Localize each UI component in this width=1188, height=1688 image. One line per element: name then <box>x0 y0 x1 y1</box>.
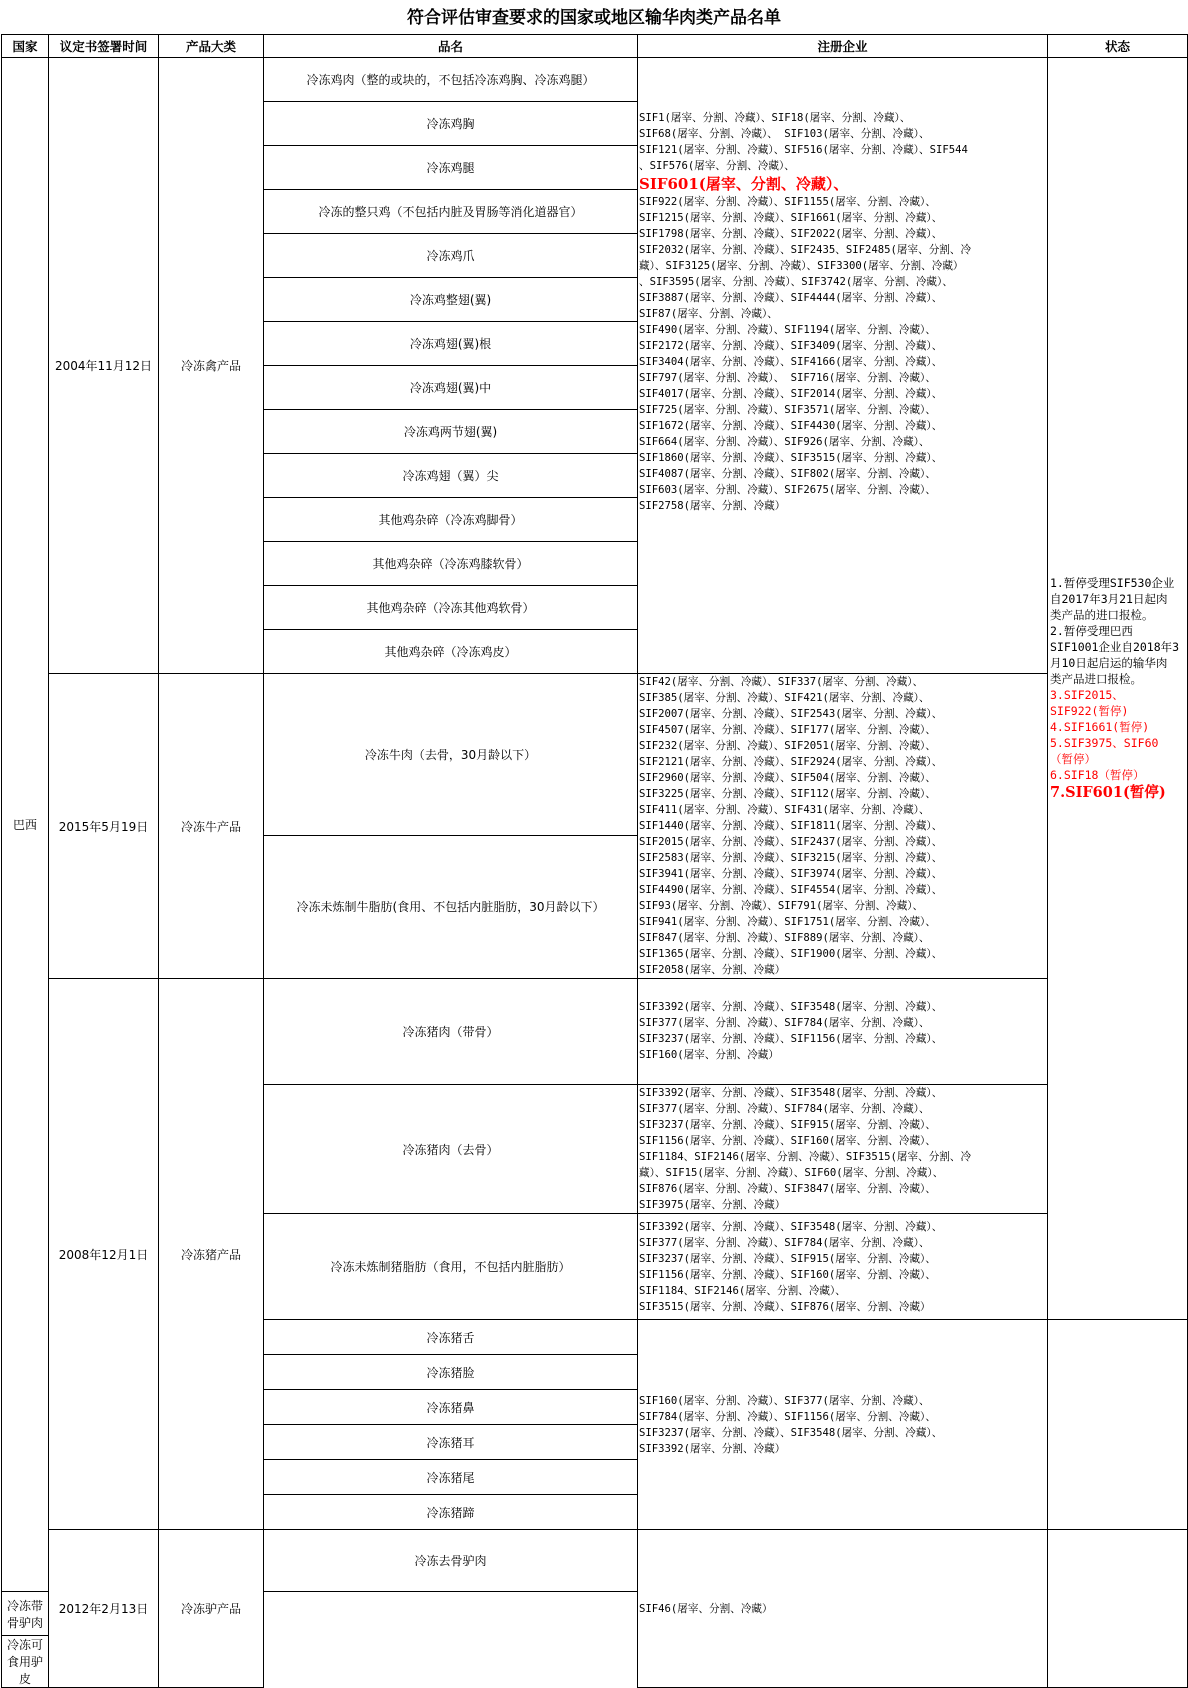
table-row <box>2 58 1188 102</box>
category-cell: 冷冻禽产品 <box>159 58 264 674</box>
enterprise-line: SIF2007(屠宰、分割、冷藏）、SIF2543(屠宰、分割、冷藏）、 <box>639 708 943 720</box>
enterprise-line: SIF847(屠宰、分割、冷藏）、SIF889(屠宰、分割、冷藏）、 <box>639 932 930 944</box>
enterprise-line: SIF377(屠宰、分割、冷藏）、SIF784(屠宰、分割、冷藏）、 <box>639 1103 930 1115</box>
product-cell: 冷冻鸡翅(翼)中 <box>264 366 638 410</box>
enterprise-line: SIF3237(屠宰、分割、冷藏）、SIF915(屠宰、分割、冷藏）、 <box>639 1119 936 1131</box>
enterprise-line: SIF4017(屠宰、分割、冷藏）、SIF2014(屠宰、分割、冷藏）、 <box>639 387 943 400</box>
product-cell: 其他鸡杂碎（冷冻其他鸡软骨） <box>264 586 638 630</box>
enterprise-line: SIF1365(屠宰、分割、冷藏）、SIF1900(屠宰、分割、冷藏）、 <box>639 948 943 960</box>
enterprise-line: SIF2172(屠宰、分割、冷藏）、SIF3409(屠宰、分割、冷藏）、 <box>639 339 943 352</box>
enterprise-line: SIF2758(屠宰、分割、冷藏） <box>639 499 786 512</box>
enterprise-line: SIF2960(屠宰、分割、冷藏）、SIF504(屠宰、分割、冷藏）、 <box>639 772 936 784</box>
enterprise-line: SIF3225(屠宰、分割、冷藏）、SIF112(屠宰、分割、冷藏）、 <box>639 788 936 800</box>
enterprise-line: SIF4087(屠宰、分割、冷藏）、SIF802(屠宰、分割、冷藏）、 <box>639 467 936 480</box>
enterprise-line: SIF3887(屠宰、分割、冷藏）、SIF4444(屠宰、分割、冷藏）、 <box>639 291 943 304</box>
enterprise-line: SIF3941(屠宰、分割、冷藏）、SIF3974(屠宰、分割、冷藏）、 <box>639 868 943 880</box>
enterprise-line: SIF3392(屠宰、分割、冷藏）、SIF3548(屠宰、分割、冷藏）、 <box>639 1220 943 1233</box>
product-cell: 冷冻猪耳 <box>264 1425 638 1460</box>
enterprise-line: SIF2121(屠宰、分割、冷藏）、SIF2924(屠宰、分割、冷藏）、 <box>639 756 943 768</box>
enterprise-line: SIF377(屠宰、分割、冷藏）、SIF784(屠宰、分割、冷藏）、 <box>639 1236 930 1249</box>
enterprise-line: SIF385(屠宰、分割、冷藏）、SIF421(屠宰、分割、冷藏）、 <box>639 692 930 704</box>
enterprise-line: SIF232(屠宰、分割、冷藏）、SIF2051(屠宰、分割、冷藏）、 <box>639 740 936 752</box>
enterprise-line: SIF4490(屠宰、分割、冷藏）、SIF4554(屠宰、分割、冷藏）、 <box>639 884 943 896</box>
product-cell: 冷冻猪肉（去骨） <box>264 1085 638 1214</box>
enterprise-cell-beef <box>638 674 1048 979</box>
status-note: 月10日起启运的输华肉 <box>1050 655 1168 670</box>
date-cell: 2004年11月12日 <box>49 58 159 674</box>
enterprise-line: SIF784(屠宰、分割、冷藏）、SIF1156(屠宰、分割、冷藏）、 <box>639 1410 936 1423</box>
enterprise-line: 藏）、SIF15(屠宰、分割、冷藏）、SIF60(屠宰、分割、冷藏）、 <box>639 1167 944 1179</box>
table-row <box>2 1530 1188 1592</box>
enterprise-cell-pork-fat <box>638 1214 1048 1320</box>
product-cell: 冷冻未炼制猪脂肪（食用，不包括内脏脂肪） <box>264 1214 638 1320</box>
header-status: 状态 <box>1048 35 1188 58</box>
enterprise-line: 、SIF3595(屠宰、分割、冷藏）、SIF3742(屠宰、分割、冷藏）、 <box>639 275 953 288</box>
enterprise-line: SIF1(屠宰、分割、冷藏）、SIF18(屠宰、分割、冷藏）、 <box>639 111 911 124</box>
product-cell: 其他鸡杂碎（冷冻鸡脚骨） <box>264 498 638 542</box>
enterprise-line: SIF3392(屠宰、分割、冷藏）、SIF3548(屠宰、分割、冷藏）、 <box>639 1087 943 1099</box>
enterprise-line: SIF87(屠宰、分割、冷藏）、 <box>639 307 778 320</box>
date-cell: 2008年12月1日 <box>49 979 159 1530</box>
category-cell: 冷冻猪产品 <box>159 979 264 1530</box>
enterprise-line: 藏）、SIF3125(屠宰、分割、冷藏）、SIF3300(屠宰、分割、冷藏） <box>639 259 964 272</box>
product-cell: 冷冻的整只鸡（不包括内脏及胃肠等消化道器官） <box>264 190 638 234</box>
status-cell <box>1048 58 1188 1320</box>
header-country: 国家 <box>2 35 49 58</box>
status-note: 类产品的进口报检。 <box>1050 607 1154 622</box>
enterprise-line: SIF2015(屠宰、分割、冷藏）、SIF2437(屠宰、分割、冷藏）、 <box>639 836 943 848</box>
enterprise-line: SIF3975(屠宰、分割、冷藏） <box>639 1199 786 1211</box>
enterprise-line: SIF603(屠宰、分割、冷藏）、SIF2675(屠宰、分割、冷藏）、 <box>639 483 936 496</box>
status-note: 3.SIF2015、 <box>1050 687 1124 702</box>
status-note: 1.暂停受理SIF530企业 <box>1050 575 1175 590</box>
product-cell: 冷冻猪蹄 <box>264 1495 638 1530</box>
status-note: 自2017年3月21日起肉 <box>1050 591 1168 606</box>
product-cell: 冷冻去骨驴肉 <box>264 1530 638 1592</box>
date-cell: 2012年2月13日 <box>49 1530 159 1688</box>
enterprise-line: SIF922(屠宰、分割、冷藏）、SIF1155(屠宰、分割、冷藏）、 <box>639 195 936 208</box>
enterprise-line: SIF160(屠宰、分割、冷藏） <box>639 1049 779 1061</box>
enterprise-line: SIF3392(屠宰、分割、冷藏） <box>639 1442 786 1455</box>
enterprise-line: SIF121(屠宰、分割、冷藏）、SIF516(屠宰、分割、冷藏）、SIF544 <box>639 143 968 156</box>
product-cell: 其他鸡杂碎（冷冻鸡皮） <box>264 630 638 674</box>
enterprise-line: SIF1156(屠宰、分割、冷藏）、SIF160(屠宰、分割、冷藏）、 <box>639 1135 936 1147</box>
enterprise-line: SIF1184、SIF2146(屠宰、分割、冷藏）、 <box>639 1284 846 1297</box>
header-enterprise: 注册企业 <box>638 35 1048 58</box>
product-cell: 冷冻鸡整翅(翼) <box>264 278 638 322</box>
enterprise-line: SIF2058(屠宰、分割、冷藏） <box>639 964 786 976</box>
enterprise-line: SIF2583(屠宰、分割、冷藏）、SIF3215(屠宰、分割、冷藏）、 <box>639 852 943 864</box>
table-row <box>2 674 1188 836</box>
enterprise-line: SIF1860(屠宰、分割、冷藏）、SIF3515(屠宰、分割、冷藏）、 <box>639 451 943 464</box>
product-cell: 冷冻可食用驴皮 <box>2 1636 49 1688</box>
product-cell: 冷冻鸡翅(翼)根 <box>264 322 638 366</box>
product-cell: 冷冻鸡胸 <box>264 102 638 146</box>
header-product: 品名 <box>264 35 638 58</box>
enterprise-line: SIF3237(屠宰、分割、冷藏）、SIF915(屠宰、分割、冷藏）、 <box>639 1252 936 1265</box>
enterprise-cell-donkey <box>638 1530 1048 1688</box>
country-cell: 巴西 <box>2 58 49 1592</box>
status-note: 2.暂停受理巴西 <box>1050 623 1133 638</box>
product-cell: 冷冻未炼制牛脂肪(食用、不包括内脏脂肪，30月龄以下） <box>264 835 638 978</box>
enterprise-cell-pork-boneless <box>638 1085 1048 1214</box>
enterprise-line: SIF3237(屠宰、分割、冷藏）、SIF1156(屠宰、分割、冷藏）、 <box>639 1033 943 1045</box>
status-cell-empty <box>1048 1320 1188 1530</box>
product-cell: 冷冻猪鼻 <box>264 1390 638 1425</box>
enterprise-cell-pork-offal <box>638 1320 1048 1530</box>
enterprise-line: SIF4507(屠宰、分割、冷藏）、SIF177(屠宰、分割、冷藏）、 <box>639 724 936 736</box>
enterprise-line: SIF3404(屠宰、分割、冷藏）、SIF4166(屠宰、分割、冷藏）、 <box>639 355 943 368</box>
product-cell: 冷冻带骨驴肉 <box>2 1592 49 1636</box>
enterprise-line: SIF876(屠宰、分割、冷藏）、SIF3847(屠宰、分割、冷藏）、 <box>639 1183 936 1195</box>
product-cell: 冷冻猪舌 <box>264 1320 638 1355</box>
category-cell: 冷冻牛产品 <box>159 674 264 979</box>
product-cell: 冷冻鸡肉（整的或块的，不包括冷冻鸡胸、冷冻鸡腿） <box>264 58 638 102</box>
header-date: 议定书签署时间 <box>49 35 159 58</box>
status-note: （暂停） <box>1050 751 1096 766</box>
status-note: 6.SIF18（暂停） <box>1050 767 1145 782</box>
enterprise-line: SIF46(屠宰、分割、冷藏） <box>639 1602 773 1615</box>
enterprise-line: SIF93(屠宰、分割、冷藏）、SIF791(屠宰、分割、冷藏）、 <box>639 900 924 912</box>
enterprise-line: SIF664(屠宰、分割、冷藏）、SIF926(屠宰、分割、冷藏）、 <box>639 435 930 448</box>
enterprise-line: SIF3237(屠宰、分割、冷藏）、SIF3548(屠宰、分割、冷藏）、 <box>639 1426 943 1439</box>
status-note: 5.SIF3975、SIF60 <box>1050 735 1159 750</box>
enterprise-line: SIF42(屠宰、分割、冷藏）、SIF337(屠宰、分割、冷藏）、 <box>639 676 924 688</box>
enterprise-line: SIF1184、SIF2146(屠宰、分割、冷藏）、SIF3515(屠宰、分割、冷 <box>639 1151 972 1163</box>
enterprise-line: SIF3392(屠宰、分割、冷藏）、SIF3548(屠宰、分割、冷藏）、 <box>639 1001 943 1013</box>
enterprise-line: SIF1440(屠宰、分割、冷藏）、SIF1811(屠宰、分割、冷藏）、 <box>639 820 943 832</box>
header-category: 产品大类 <box>159 35 264 58</box>
status-note: SIF922(暂停) <box>1050 703 1129 718</box>
enterprise-line: SIF1156(屠宰、分割、冷藏）、SIF160(屠宰、分割、冷藏）、 <box>639 1268 936 1281</box>
enterprise-line: SIF725(屠宰、分割、冷藏）、SIF3571(屠宰、分割、冷藏）、 <box>639 403 936 416</box>
status-note: 4.SIF1661(暂停) <box>1050 719 1150 734</box>
enterprise-cell-pork-bone-in <box>638 979 1048 1085</box>
enterprise-line: SIF490(屠宰、分割、冷藏）、SIF1194(屠宰、分割、冷藏）、 <box>639 323 936 336</box>
enterprise-line: SIF377(屠宰、分割、冷藏）、SIF784(屠宰、分割、冷藏）、 <box>639 1017 930 1029</box>
enterprise-line: SIF1215(屠宰、分割、冷藏）、SIF1661(屠宰、分割、冷藏）、 <box>639 211 943 224</box>
product-cell: 其他鸡杂碎（冷冻鸡膝软骨） <box>264 542 638 586</box>
table-row <box>2 979 1188 1085</box>
page-title: 符合评估审查要求的国家或地区输华肉类产品名单 <box>407 8 781 28</box>
enterprise-line: SIF160(屠宰、分割、冷藏）、SIF377(屠宰、分割、冷藏）、 <box>639 1394 930 1407</box>
enterprise-line: 、SIF576(屠宰、分割、冷藏）、 <box>639 159 795 172</box>
table-header-row <box>2 35 1188 58</box>
product-cell: 冷冻猪脸 <box>264 1355 638 1390</box>
status-note: 7.SIF601(暂停) <box>1050 783 1166 801</box>
status-cell-empty <box>1048 1530 1188 1688</box>
enterprise-line: SIF2032(屠宰、分割、冷藏）、SIF2435、SIF2485(屠宰、分割、冷 <box>639 243 972 256</box>
enterprise-highlight: SIF601(屠宰、分割、冷藏）、 <box>639 174 849 193</box>
product-cell: 冷冻牛肉（去骨，30月龄以下） <box>264 674 638 836</box>
product-cell: 冷冻鸡腿 <box>264 146 638 190</box>
enterprise-line: SIF1798(屠宰、分割、冷藏）、SIF2022(屠宰、分割、冷藏）、 <box>639 227 943 240</box>
enterprise-cell-poultry <box>638 58 1048 674</box>
product-cell: 冷冻猪尾 <box>264 1460 638 1495</box>
product-cell: 冷冻鸡两节翅(翼) <box>264 410 638 454</box>
enterprise-line: SIF941(屠宰、分割、冷藏）、SIF1751(屠宰、分割、冷藏）、 <box>639 916 936 928</box>
product-cell: 冷冻猪肉（带骨） <box>264 979 638 1085</box>
product-cell: 冷冻鸡爪 <box>264 234 638 278</box>
status-note: 类产品进口报检。 <box>1050 671 1142 686</box>
date-cell: 2015年5月19日 <box>49 674 159 979</box>
status-note: SIF1001企业自2018年3 <box>1050 639 1180 654</box>
product-cell: 冷冻鸡翅（翼）尖 <box>264 454 638 498</box>
enterprise-line: SIF797(屠宰、分割、冷藏）、 SIF716(屠宰、分割、冷藏）、 <box>639 371 936 384</box>
product-table <box>1 34 1188 1688</box>
enterprise-line: SIF68(屠宰、分割、冷藏）、 SIF103(屠宰、分割、冷藏）、 <box>639 127 930 140</box>
enterprise-line: SIF411(屠宰、分割、冷藏）、SIF431(屠宰、分割、冷藏）、 <box>639 804 930 816</box>
category-cell: 冷冻驴产品 <box>159 1530 264 1688</box>
enterprise-line: SIF1672(屠宰、分割、冷藏）、SIF4430(屠宰、分割、冷藏）、 <box>639 419 943 432</box>
enterprise-line: SIF3515(屠宰、分割、冷藏）、SIF876(屠宰、分割、冷藏） <box>639 1300 931 1313</box>
